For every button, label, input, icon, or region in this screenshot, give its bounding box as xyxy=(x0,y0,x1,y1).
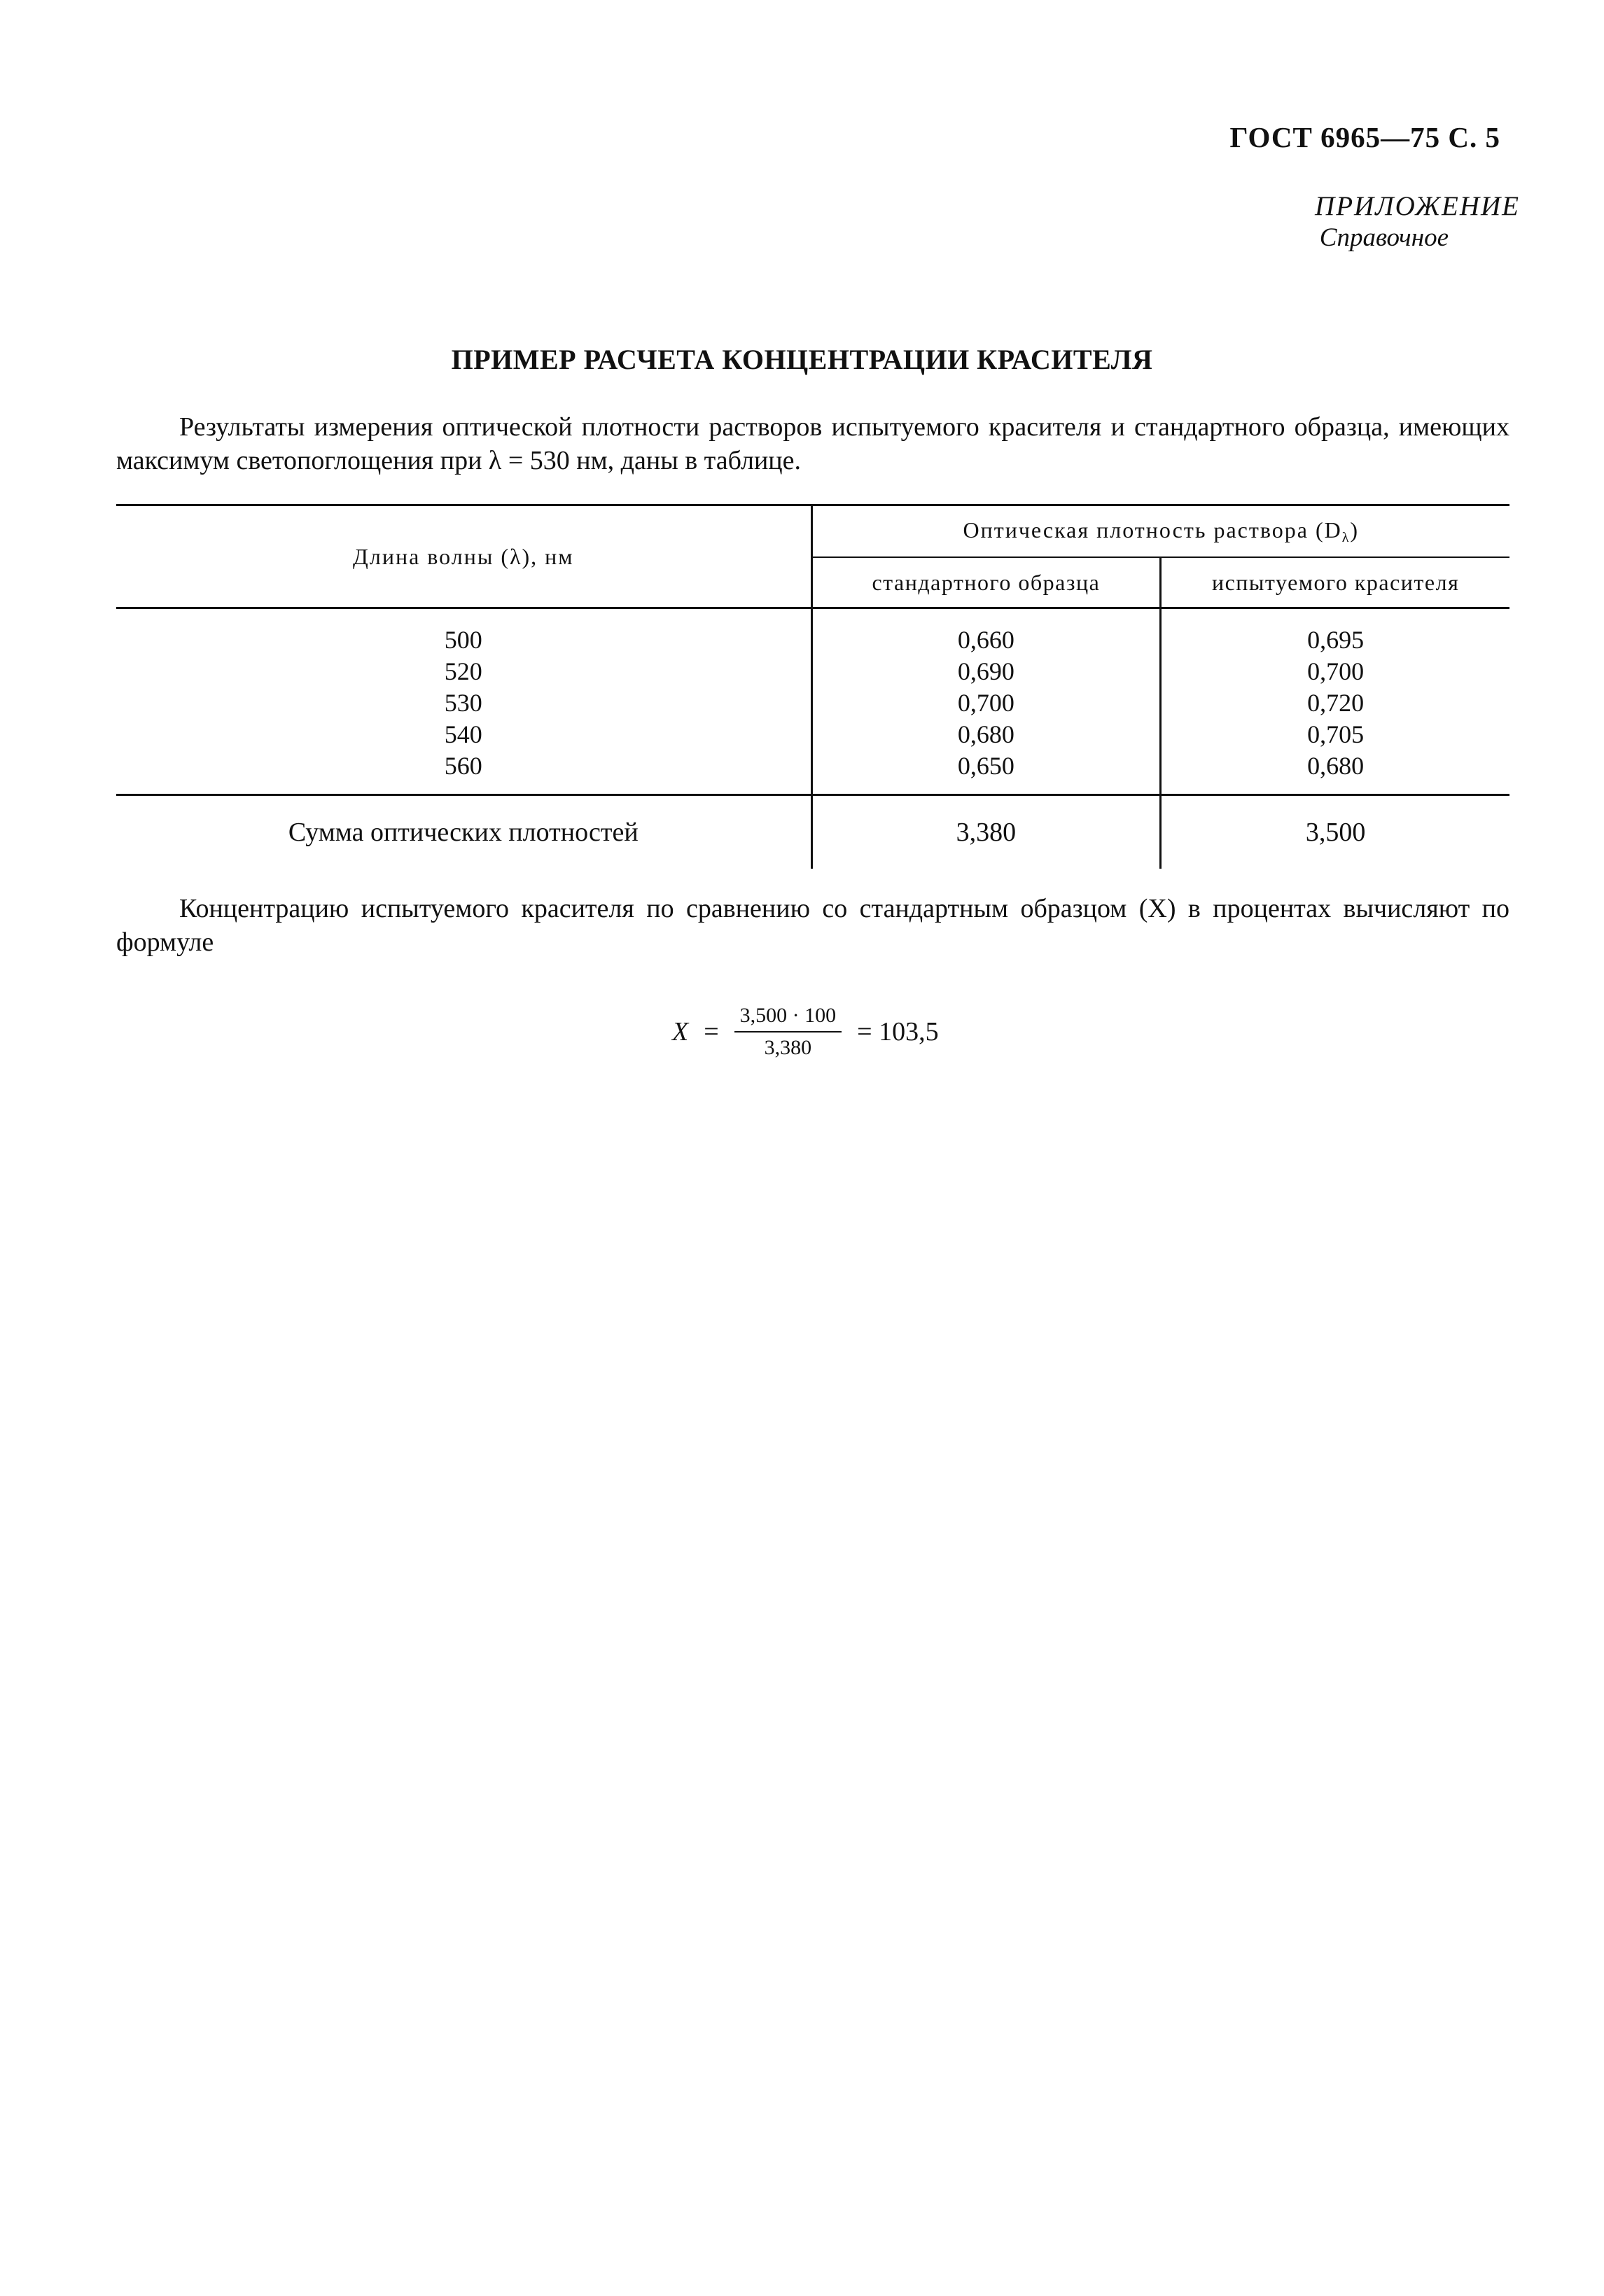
formula-equals: = xyxy=(704,1017,719,1046)
standard-values xyxy=(811,608,1161,795)
page-header: ГОСТ 6965—75 С. 5 xyxy=(1229,121,1500,153)
group-header-text: Оптическая плотность раствора (D xyxy=(963,517,1342,542)
test-value: 0,680 xyxy=(1307,751,1365,780)
optical-density-group-header xyxy=(811,505,1509,558)
standard-column-header: стандартного образца xyxy=(811,557,1161,608)
test-values xyxy=(1161,608,1509,795)
test-value: 0,720 xyxy=(1307,688,1365,717)
standard-value: 0,690 xyxy=(957,657,1014,685)
formula-fraction xyxy=(734,1003,842,1060)
test-value: 0,695 xyxy=(1307,625,1365,654)
sum-standard: 3,380 xyxy=(811,795,1161,869)
table-header-row xyxy=(116,505,1509,558)
wavelength-values xyxy=(116,608,811,795)
formula-variable: X xyxy=(672,1017,689,1046)
wavelength-column-header: Длина волны (λ), нм xyxy=(116,505,811,608)
test-value: 0,705 xyxy=(1307,720,1365,748)
test-value: 0,700 xyxy=(1307,657,1365,685)
optical-density-table xyxy=(116,504,1509,869)
group-header-subscript: λ xyxy=(1341,529,1351,545)
standard-value: 0,700 xyxy=(957,688,1014,717)
formula-numerator: 3,500 · 100 xyxy=(734,1003,842,1032)
table-body-row xyxy=(116,608,1509,795)
wavelength-value: 530 xyxy=(444,688,482,717)
formula-result: = 103,5 xyxy=(857,1017,939,1046)
wavelength-value: 540 xyxy=(444,720,482,748)
table-sum-row xyxy=(116,795,1509,869)
sum-test: 3,500 xyxy=(1161,795,1509,869)
standard-value: 0,680 xyxy=(957,720,1014,748)
sum-label: Сумма оптических плотностей xyxy=(288,818,639,847)
intro-paragraph: Результаты измерения оптической плотности растворов испытуемого красителя и стандартного образца, имеющих максимум светопоглощения при λ = 530 нм, даны в таблице. xyxy=(116,412,1509,475)
wavelength-value: 560 xyxy=(444,751,482,780)
concentration-formula xyxy=(672,997,954,1067)
test-column-header: испытуемого красителя xyxy=(1161,557,1509,608)
standard-value: 0,650 xyxy=(957,751,1014,780)
formula-denominator: 3,380 xyxy=(764,1036,812,1059)
appendix-label: ПРИЛОЖЕНИЕ xyxy=(1315,191,1520,221)
standard-value: 0,660 xyxy=(957,625,1014,654)
section-title: ПРИМЕР РАСЧЕТА КОНЦЕНТРАЦИИ КРАСИТЕЛЯ xyxy=(451,344,1153,375)
wavelength-value: 520 xyxy=(444,657,482,685)
appendix-type: Справочное xyxy=(1319,223,1449,252)
calculation-paragraph: Концентрацию испытуемого красителя по сравнению со стандартным образцом (X) в процентах вычисляют по формуле xyxy=(116,894,1509,957)
wavelength-value: 500 xyxy=(444,625,482,654)
group-header-close: ) xyxy=(1350,517,1360,542)
